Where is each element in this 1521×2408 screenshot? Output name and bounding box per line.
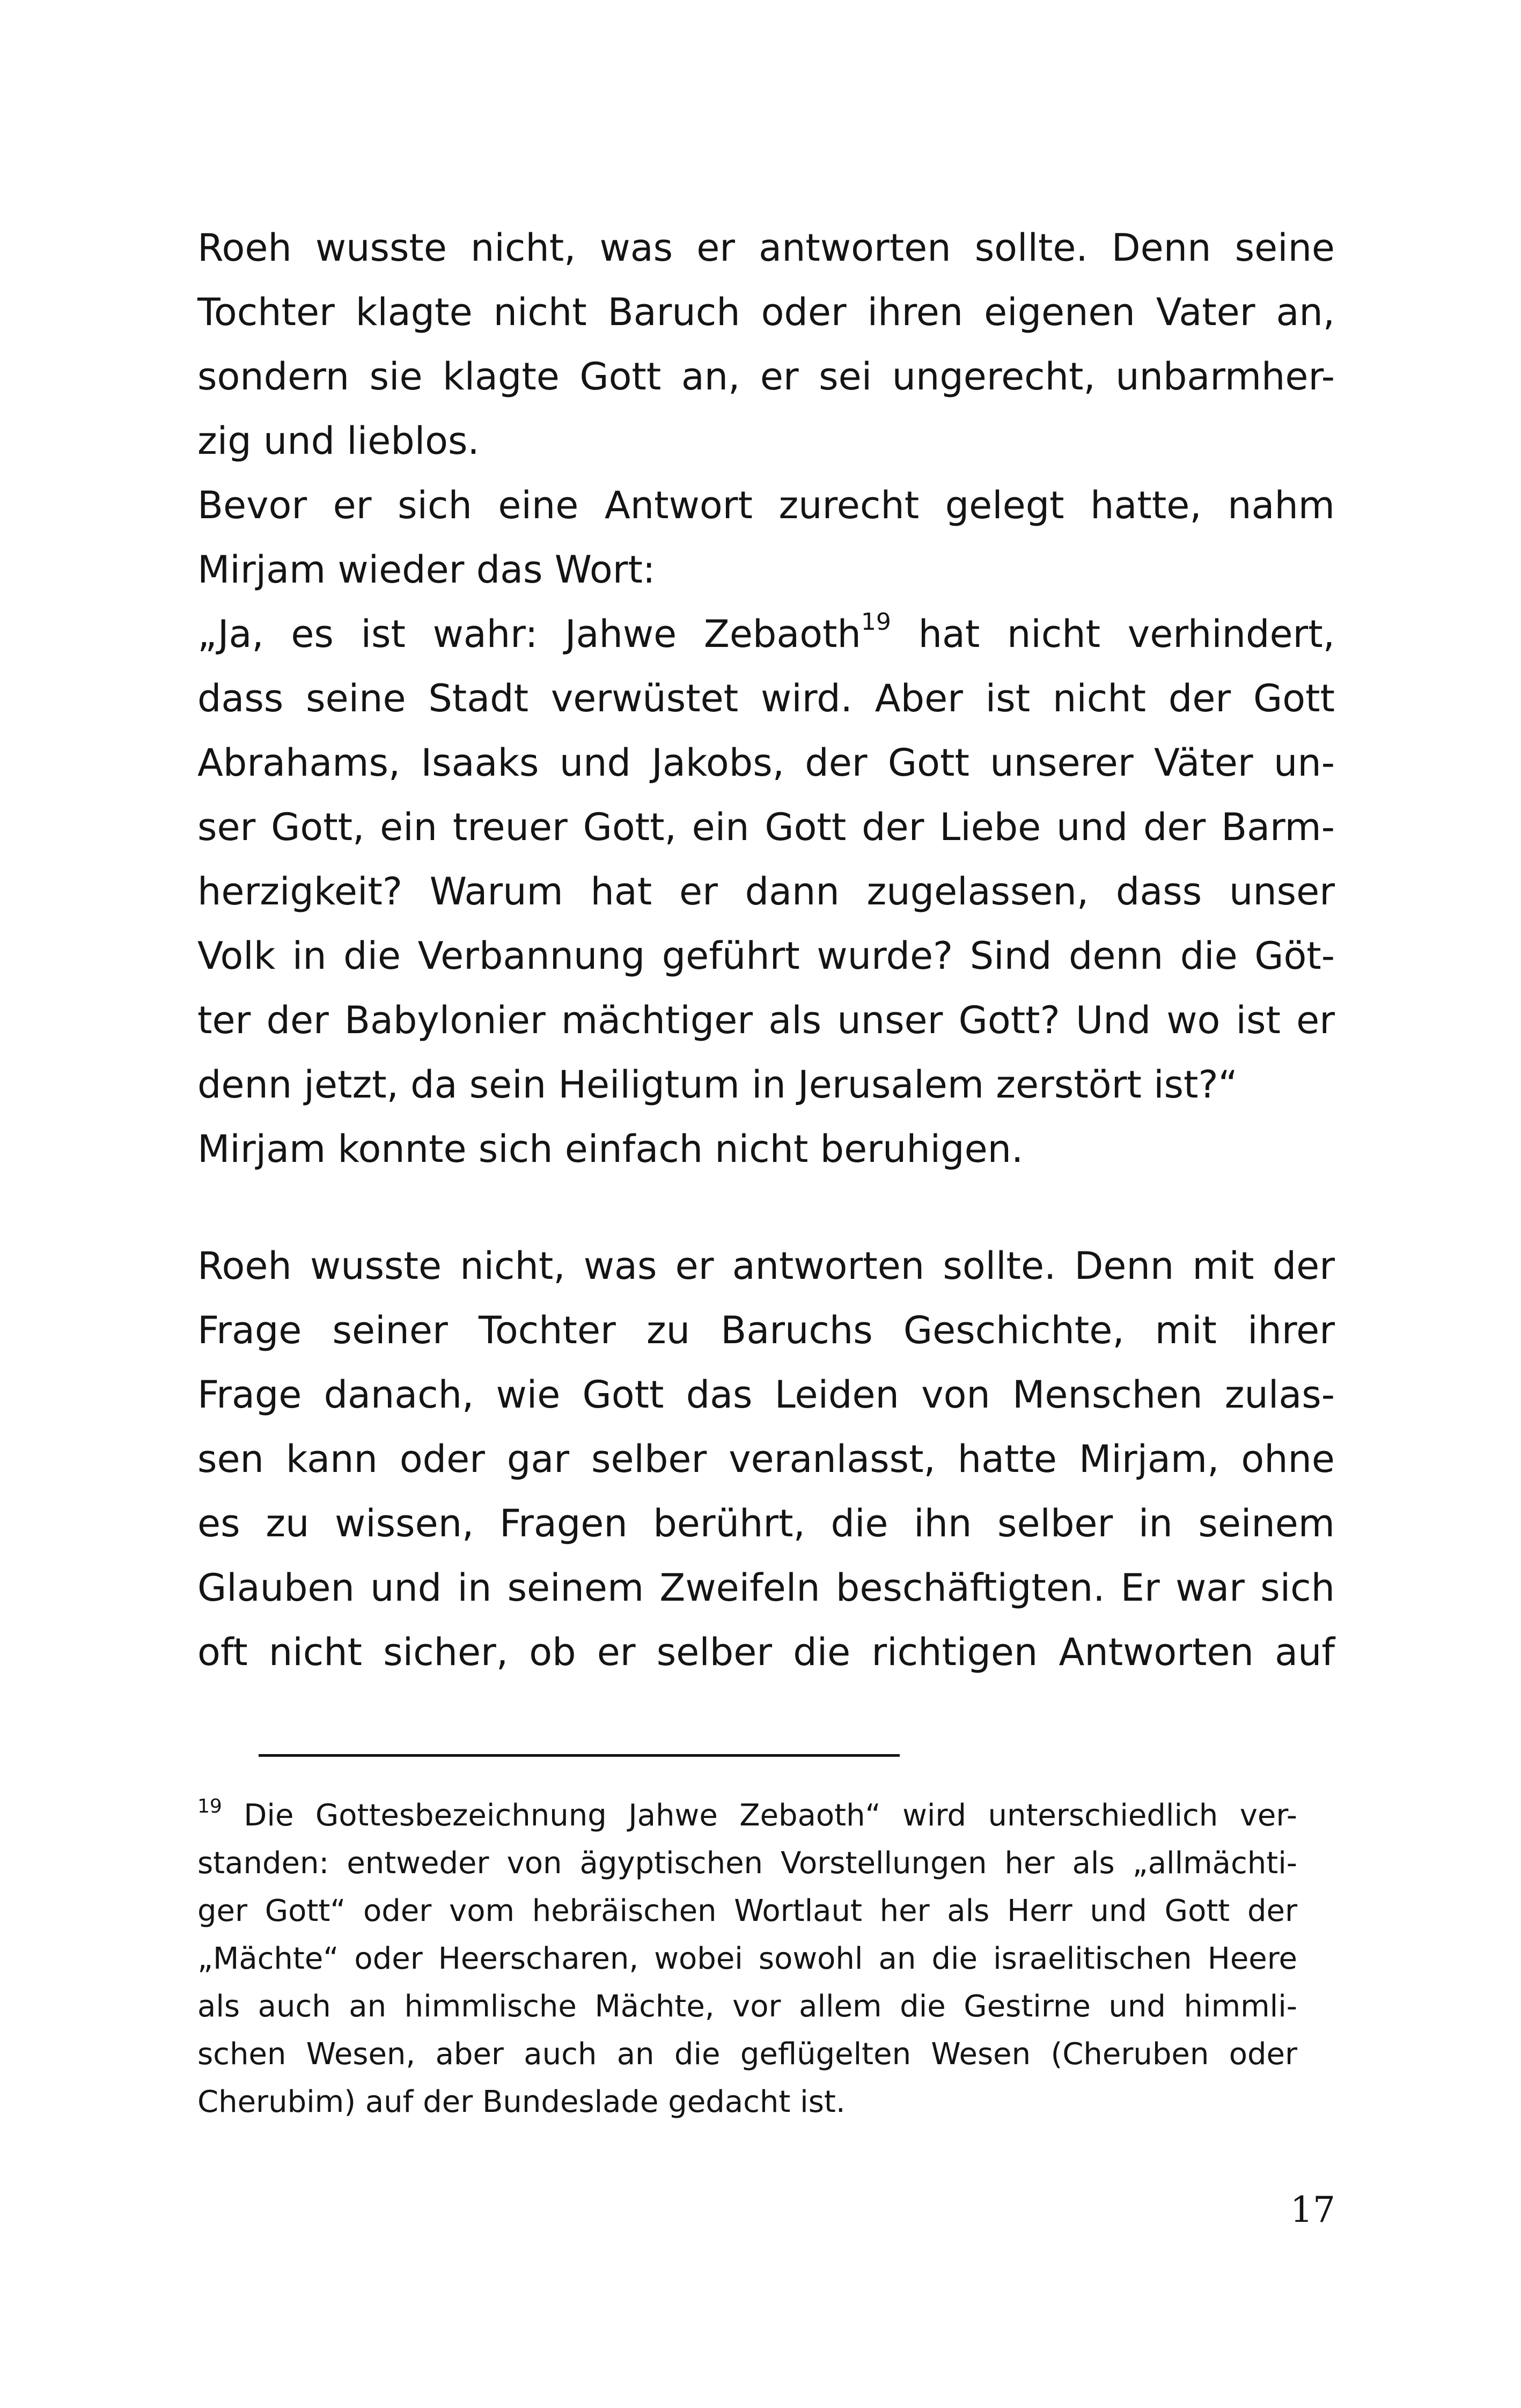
text-line: dass seine Stadt verwüstet wird. Aber ist nicht der Gott — [197, 676, 1335, 720]
text-line: Abrahams, Isaaks und Jakobs, der Gott unserer Väter un- — [197, 741, 1335, 785]
text-line: zig und lieblos. — [197, 419, 480, 463]
text-line: Frage seiner Tochter zu Baruchs Geschichte, mit ihrer — [197, 1308, 1335, 1352]
text-line: Bevor er sich eine Antwort zurecht gelegt hatte, nahm — [197, 483, 1335, 527]
text-line: oft nicht sicher, ob er selber die richtigen Antworten auf — [197, 1630, 1335, 1674]
text-line: Mirjam konnte sich einfach nicht beruhigen. — [197, 1127, 1024, 1171]
text-fragment: Die Gottesbezeichnung Jahwe Zebaoth“ wird unterschiedlich ver- — [222, 1798, 1297, 1833]
text-line: ser Gott, ein treuer Gott, ein Gott der Liebe und der Barm- — [197, 805, 1335, 849]
footnote-number: 19 — [197, 1795, 222, 1817]
footnote-line: „Mächte“ oder Heerscharen, wobei sowohl an die israelitischen Heere — [197, 1941, 1297, 1976]
paragraph-2 — [197, 602, 1335, 1181]
text-fragment: hat nicht verhindert, — [891, 612, 1335, 656]
footnote-line: Cherubim) auf der Bundeslade gedacht ist. — [197, 2085, 846, 2119]
text-line: Roeh wusste nicht, was er antworten sollte. Denn seine — [197, 226, 1335, 270]
text-line: Volk in die Verbannung geführt wurde? Sind denn die Göt- — [197, 934, 1335, 978]
text-line: Roeh wusste nicht, was er antworten sollte. Denn mit der — [197, 1244, 1335, 1288]
text-line: Tochter klagte nicht Baruch oder ihren eigenen Vater an, — [197, 290, 1335, 334]
text-line: denn jetzt, da sein Heiligtum in Jerusalem zerstört ist?“ — [197, 1063, 1238, 1107]
page-number: 17 — [1290, 2189, 1335, 2230]
footnote-line: als auch an himmlische Mächte, vor allem die Gestirne und himmli- — [197, 1989, 1297, 2024]
text-line: sondern sie klagte Gott an, er sei ungerecht, unbarmher- — [197, 355, 1335, 399]
footnote-reference[interactable]: 19 — [861, 608, 891, 636]
text-fragment: „Ja, es ist wahr: Jahwe Zebaoth — [197, 612, 861, 656]
text-line: Mirjam wieder das Wort: — [197, 548, 656, 592]
text-line: Frage danach, wie Gott das Leiden von Menschen zulas- — [197, 1373, 1335, 1417]
paragraph-3 — [197, 1234, 1335, 1684]
footnote-line — [197, 1792, 1297, 1839]
footnote-line: standen: entweder von ägyptischen Vorstellungen her als „allmächti- — [197, 1846, 1297, 1881]
text-line: ter der Babylonier mächtiger als unser Gott? Und wo ist er — [197, 998, 1335, 1042]
footnote-divider — [259, 1754, 900, 1757]
footnote — [197, 1792, 1297, 2126]
text-line: herzigkeit? Warum hat er dann zugelassen, dass unser — [197, 870, 1335, 914]
footnote-line: ger Gott“ oder vom hebräischen Wortlaut her als Herr und Gott der — [197, 1894, 1297, 1928]
footnote-line: schen Wesen, aber auch an die geflügelten Wesen (Cheruben oder — [197, 2037, 1297, 2072]
text-line — [197, 602, 1335, 666]
text-line: Glauben und in seinem Zweifeln beschäftigten. Er war sich — [197, 1566, 1335, 1610]
text-line: es zu wissen, Fragen berührt, die ihn selber in seinem — [197, 1501, 1335, 1545]
paragraph-1 — [197, 216, 1335, 602]
text-line: sen kann oder gar selber veranlasst, hatte Mirjam, ohne — [197, 1437, 1335, 1481]
